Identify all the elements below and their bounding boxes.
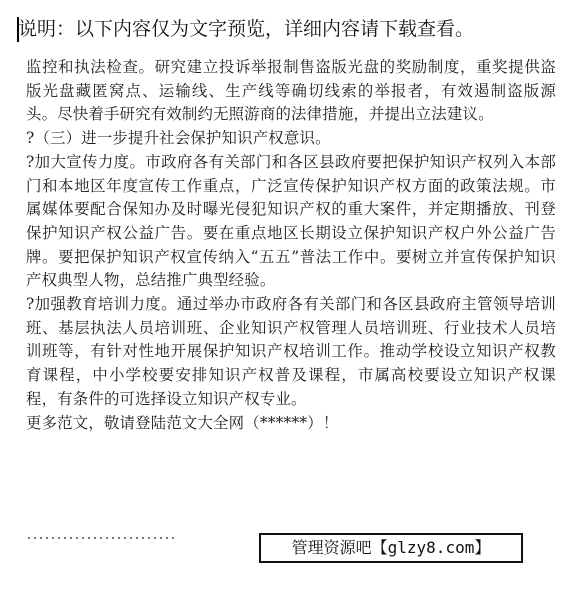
section-heading-awareness: ?（三）进一步提升社会保护知识产权意识。 [26, 129, 331, 148]
more-samples-link[interactable]: 更多范文，敬请登陆范文大全网（******）！ [26, 413, 339, 432]
preview-notice: 说明：以下内容仅为文字预览，详细内容请下载查看。 [18, 18, 475, 40]
paragraph-education: ?加强教育培训力度。通过举办市政府各有关部门和各区县政府主管领导培训班、基层执法人员培训班、企业知识产权管理人员培训班、行业技术人员培训班等，有针对性地开展保护知识产权培训工作。推动学校设立知识产权教育课程，中小学校要安排知识产权普及课程，市属高校要设立知识产权课程，有条件的可选择设立知识产权专业。 [26, 295, 556, 408]
dotted-separator [26, 536, 176, 540]
paragraph-publicity: ?加大宣传力度。市政府各有关部门和各区县政府要把保护知识产权列入本部门和本地区年度宣传工作重点，广泛宣传保护知识产权方面的政策法规。市属媒体要配合保知办及时曝光侵犯知识产权的重大案件，并定期播放、刊登保护知识产权公益广告。要在重点地区长期设立保护知识产权户外公益广告牌。要把保护知识产权宣传纳入“五五”普法工作中。要树立并宣传保护知识产权典型人物，总结推广典型经验。 [26, 152, 556, 290]
paragraph-enforcement: 监控和执法检查。研究建立投诉举报制售盗版光盘的奖励制度，重奖提供盗版光盘藏匿窝点、运输线、生产线等确切线索的举报者，有效遏制盗版源头。尽快着手研究有效制约无照游商的法律措施，并提出立法建议。 [26, 58, 556, 124]
site-watermark-badge: 管理资源吧【glzy8.com】 [259, 533, 523, 563]
document-body [26, 56, 556, 435]
